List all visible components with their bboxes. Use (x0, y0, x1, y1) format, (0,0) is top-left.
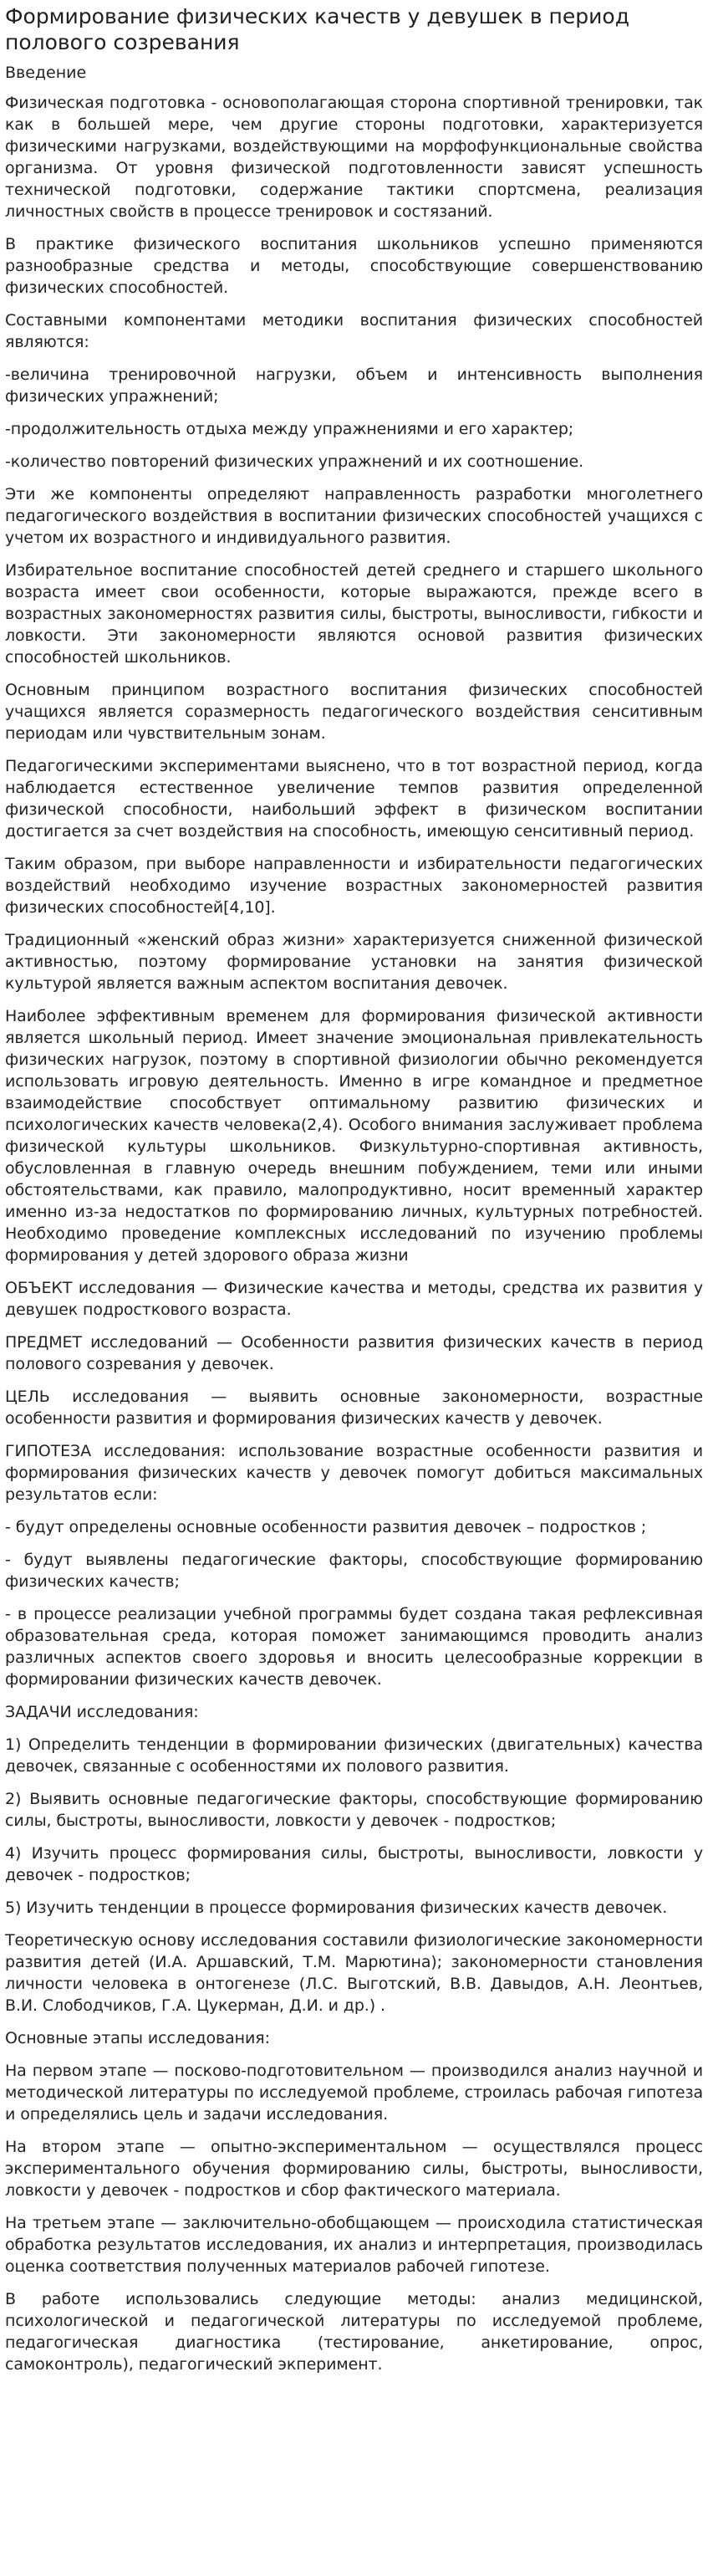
list-item: -количество повторений физических упражнений и их соотношение. (5, 452, 584, 471)
paragraph: Физическая подготовка - основополагающая сторона спортивной тренировки, так как в большей мере, чем другие стороны подготовки, характеризуется физическими нагрузками, воздействующими на морфофункциональные свойства организма. От уровня физической подготовленности зависят успешность технической подготовки, содержание тактики спортсмена, реализация личностных свойств в процессе тренировок и состязаний. (5, 94, 703, 221)
paragraph: На первом этапе — посково-подготовительном — производился анализ научной и методической литературы по исследуемой проблеме, строилась рабочая гипотеза и определялись цель и задачи исследования. (5, 2062, 703, 2124)
paragraph: В практике физического воспитания школьников успешно применяются разнообразные средства и методы, способствующие совершенствованию физических способностей. (5, 235, 703, 297)
article-title: Формирование физических качеств у девушек в период полового созревания (5, 4, 629, 54)
paragraph: Эти же компоненты определяют направленность разработки многолетнего педагогического воздействия в воспитании физических способностей учащихся с учетом их возрастного и индивидуального развития. (5, 485, 703, 547)
paragraph: В работе использовались следующие методы: анализ медицинской, психологической и педагогической литературы по исследуемой проблеме, педагогическая диагностика (тестирование, анкетирование, опрос, самоконтроль), педагогический экперимент. (5, 2290, 703, 2374)
list-item: 2) Выявить основные педагогические факторы, способствующие формированию силы, быстроты, выносливости, ловкости у девочек - подростков; (5, 1790, 703, 1830)
paragraph: Составными компонентами методики воспитания физических способностей являются: (5, 311, 703, 351)
paragraph: Наиболее эффективным временем для формирования физической активности является школьный период. Имеет значение эмоциональная привлекательность физических нагрузок, поэтому в спортивной физиологии обычно рекомендуется использовать игровую деятельность. Именно в игре командное и предметное взаимодействие способствует оптимальному развитию физических и психологических качеств человека(2,4). Особого внимания заслуживает проблема физической культуры школьников. Физкультурно-спортивная активность, обусловленная в главную очередь внешним побуждением, теми или иными обстоятельствами, как правило, малопродуктивно, носит временный характер именно из-за недостатков по формированию личных, культурных потребностей. Необходимо проведение комплексных исследований по изучению проблемы формирования у детей здорового образа жизни (5, 1007, 703, 1265)
research-tasks-heading: ЗАДАЧИ исследования: (5, 1703, 199, 1721)
research-hypothesis: ГИПОТЕЗА исследования: использование возрастные особенности развития и формирования физических качеств у девочек помогут добиться максимальных результатов если: (5, 1442, 703, 1504)
research-goal: ЦЕЛЬ исследования — выявить основные закономерности, возрастные особенности развития и формирования физических качеств у девочек. (5, 1388, 703, 1428)
list-item: 1) Определить тенденции в формировании физических (двигательных) качества девочек, связанные с особенностями их полового развития. (5, 1735, 703, 1776)
list-item: -величина тренировочной нагрузки, объем и интенсивность выполнения физических упражнений; (5, 365, 703, 406)
research-subject: ПРЕДМЕТ исследований — Особенности развития физических качеств в период полового созревания у девочек. (5, 1333, 703, 1373)
paragraph: Теоретическую основу исследования составили физиологические закономерности развития детей (И.А. Аршавский, Т.М. Марютина); закономерности становления личности человека в онтогенезе (Л.С. Выготский, В.В. Давыдов, А.Н. Леонтьев, В.И. Слободчиков, Г.А. Цукерман, Д.И. и др.) . (5, 1931, 703, 2015)
paragraph: Таким образом, при выборе направленности и избирательности педагогических воздействий необходимо изучение возрастных закономерностей развития физических способностей[4,10]. (5, 855, 703, 917)
list-item: -продолжительность отдыха между упражнениями и его характер; (5, 420, 574, 438)
list-item: - будут выявлены педагогические факторы, способствующие формированию физических качеств; (5, 1551, 703, 1591)
list-item: - будут определены основные особенности развития девочек – подростков ; (5, 1518, 647, 1536)
list-item: - в процессе реализации учебной программы будет создана такая рефлексивная образовательная среда, которая поможет занимающимся проводить анализ различных аспектов своего здоровья и вносить целесообразные коррекции в формировании физических качеств девочек. (5, 1605, 703, 1689)
research-stages-heading: Основные этапы исследования: (5, 2029, 270, 2047)
list-item: 4) Изучить процесс формирования силы, быстроты, выносливости, ловкости у девочек - подростков; (5, 1844, 703, 1884)
paragraph: Традиционный «женский образ жизни» характеризуется сниженной физической активностью, поэтому формирование установки на занятия физической культурой является важным аспектом воспитания девочек. (5, 931, 703, 993)
paragraph: Избирательное воспитание способностей детей среднего и старшего школьного возраста имеет свои особенности, которые выражаются, прежде всего в возрастных закономерностях развития силы, быстроты, выносливости, гибкости и ловкости. Эти закономерности являются основой развития физических способностей школьников. (5, 561, 703, 667)
paragraph: На третьем этапе — заключительно-обобщающем — происходила статистическая обработка результатов исследования, их анализ и интерпретация, производилась оценка соответствия полученных материалов рабочей гипотезе. (5, 2214, 703, 2276)
research-object: ОБЪЕКТ исследования — Физические качества и методы, средства их развития у девушек подросткового возраста. (5, 1279, 703, 1319)
paragraph: На втором этапе — опытно-экспериментальном — осуществлялся процесс экспериментального обучения формированию силы, быстроты, выносливости, ловкости у девочек - подростков и сбор фактического материала. (5, 2138, 703, 2200)
section-heading-introduction: Введение (5, 64, 87, 82)
paragraph: Основным принципом возрастного воспитания физических способностей учащихся является соразмерность педагогического воздействия сенситивным периодам или чувствительным зонам. (5, 681, 703, 743)
paragraph: Педагогическими экспериментами выяснено, что в тот возрастной период, когда наблюдается естественное увеличение темпов развития определенной физической способности, наибольший эффект в физическом воспитании достигается за счет воздействия на способность, имеющую сенситивный период. (5, 757, 703, 841)
list-item: 5) Изучить тенденции в процессе формирования физических качеств девочек. (5, 1899, 668, 1917)
